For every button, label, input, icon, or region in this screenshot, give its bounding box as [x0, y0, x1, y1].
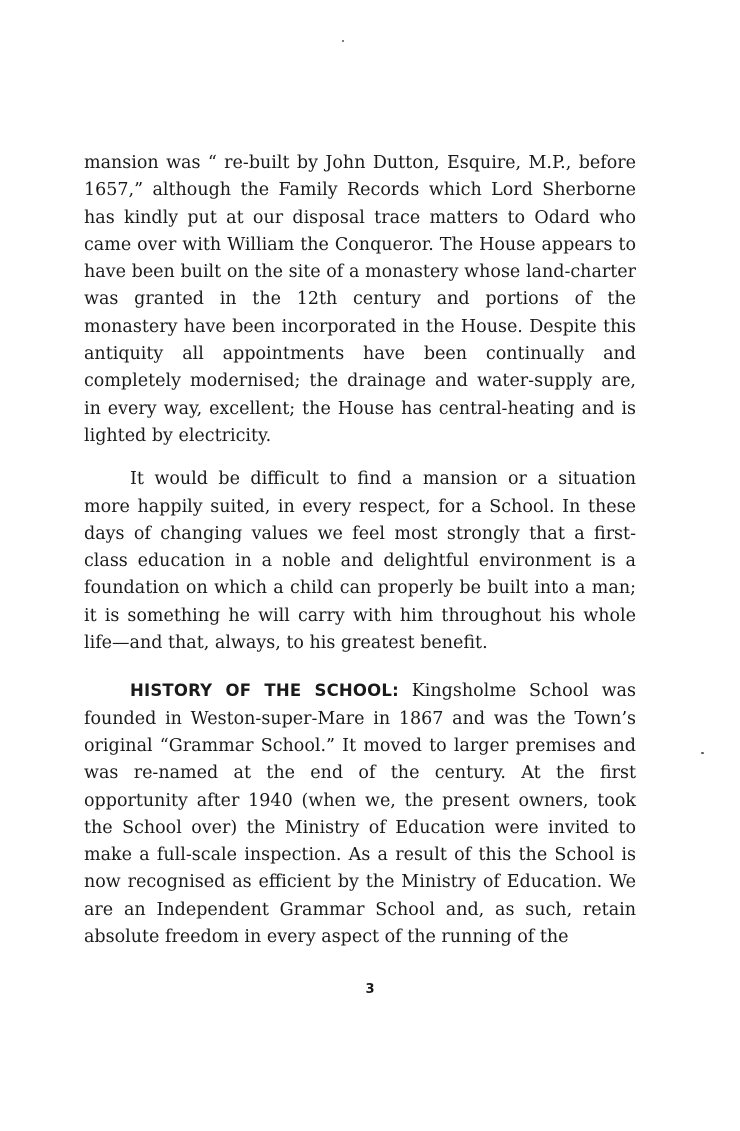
document-page [84, 150, 636, 951]
scan-speck [342, 40, 344, 42]
scan-speck [701, 752, 704, 754]
paragraph-text: Kingsholme School was founded in Weston-super-Mare in 1867 and was the Town’s original “Grammar School.” It moved to larger premises and was re-named at the end of the century. At the first opportunity after 1940 (when we, the present owners, took the School over) the Ministry of Education were invited to make a full-scale inspection. As a result of this the School is now recognised as efficient by the Ministry of Education. We are an Independent Grammar School and, as such, retain absolute freedom in every aspect of the running of the [84, 681, 636, 948]
paragraph-school-suitability [84, 466, 636, 657]
paragraph-school-history [84, 677, 636, 951]
paragraph-text: mansion was “ re-built by John Dutton, Esquire, M.P., before 1657,” although the Family Records which Lord Sherborne has kindly put at our disposal trace matters to Odard who came over with William the Conqueror. The House appears to have been built on the site of a monastery whose land-charter was granted in the 12th century and portions of the monastery have been incorporated in the House. Despite this antiquity all appointments have been continually and completely modernised; the drainage and water-supply are, in every way, excellent; the House has central-heating and is lighted by electricity. [84, 153, 636, 446]
paragraph-mansion-description [84, 150, 636, 450]
paragraph-text: It would be difficult to find a mansion or a situation more happily suited, in every respect, for a School. In these days of changing values we feel most strongly that a first-class education in a noble and delightful environment is a foundation on which a child can properly be built into a man; it is something he will carry with him throughout his whole life—and that, always, to his greatest benefit. [84, 469, 636, 654]
page-number: 3 [365, 982, 375, 997]
section-heading: HISTORY OF THE SCHOOL: [130, 681, 399, 701]
